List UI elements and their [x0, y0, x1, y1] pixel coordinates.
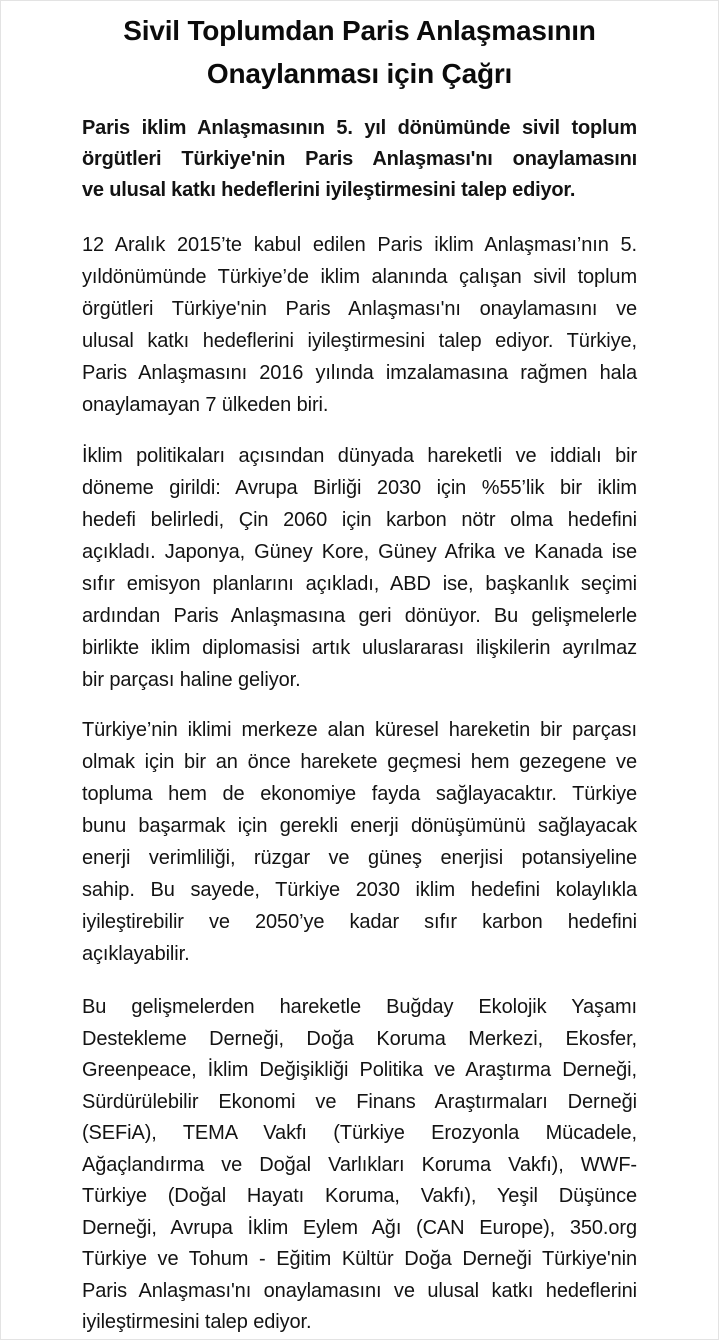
paragraph-line: Türkiye (Doğal Hayatı Koruma, Vakfı), Yeşil Düşünce: [82, 1185, 637, 1207]
paragraph-line: yıldönümünde Türkiye’de iklim alanında çalışan sivil toplum: [82, 266, 637, 288]
paragraph-line: sıfır emisyon planlarını açıkladı, ABD ise, başkanlık seçimi: [82, 573, 637, 595]
paragraph-line: İklim politikaları açısından dünyada hareketli ve iddialı bir: [82, 445, 637, 467]
page-title-line: Sivil Toplumdan Paris Anlaşmasının: [123, 15, 596, 46]
paragraph-line: Paris Anlaşması'nı onaylamasını ve ulusal katkı hedeflerini: [82, 1279, 637, 1302]
paragraph-line: açıkladı. Japonya, Güney Kore, Güney Afrika ve Kanada ise: [82, 541, 637, 563]
paragraph-line: onaylamayan 7 ülkeden biri.: [82, 394, 329, 416]
paragraph-line: bir parçası haline geliyor.: [82, 669, 301, 691]
paragraph-line: Sürdürülebilir Ekonomi ve Finans Araştırmaları Derneği: [82, 1090, 637, 1113]
paragraph-line: Türkiye’nin iklimi merkeze alan küresel hareketin bir parçası: [82, 719, 637, 741]
paragraph-line: sahip. Bu sayede, Türkiye 2030 iklim hedefini kolaylıkla: [82, 879, 637, 901]
paragraph-line: açıklayabilir.: [82, 943, 190, 965]
paragraph-line: Paris iklim Anlaşmasının 5. yıl dönümünde sivil toplum: [82, 117, 637, 139]
body-paragraph-4: [82, 992, 637, 1339]
page-title-line: Onaylanması için Çağrı: [206, 58, 513, 89]
paragraph-line: hedefi belirledi, Çin 2060 için karbon nötr olma hedefini: [82, 509, 637, 531]
paragraph-line: topluma hem de ekonomiye fayda sağlayacaktır. Türkiye: [82, 783, 637, 805]
paragraph-line: 12 Aralık 2015’te kabul edilen Paris iklim Anlaşması’nın 5.: [82, 234, 637, 256]
paragraph-line: Destekleme Derneği, Doğa Koruma Merkezi, Ekosfer,: [82, 1027, 637, 1050]
paragraph-line: Derneği, Avrupa İklim Eylem Ağı (CAN Europe), 350.org: [82, 1216, 637, 1239]
paragraph-line: döneme girildi: Avrupa Birliği 2030 için %55’lik bir iklim: [82, 477, 637, 499]
paragraph-line: (SEFiA), TEMA Vakfı (Türkiye Erozyonla Mücadele,: [82, 1122, 637, 1144]
page-title: [82, 9, 637, 95]
paragraph-line: ardından Paris Anlaşmasına geri dönüyor. Bu gelişmelerle: [82, 605, 637, 627]
body-paragraph-1: [82, 229, 637, 421]
paragraph-line: birlikte iklim diplomasisi artık uluslararası ilişkilerin ayrılmaz: [82, 637, 637, 659]
paragraph-line: Türkiye ve Tohum - Eğitim Kültür Doğa Derneği Türkiye'nin: [82, 1248, 637, 1270]
paragraph-line: bunu başarmak için gerekli enerji dönüşümünü sağlayacak: [82, 815, 637, 837]
paragraph-line: iyileştirmesini talep ediyor.: [82, 1311, 312, 1333]
paragraph-line: Paris Anlaşmasını 2016 yılında imzalamasına rağmen hala: [82, 362, 637, 384]
body-paragraph-3: [82, 714, 637, 970]
paragraph-line: olmak için bir an önce harekete geçmesi hem gezegene ve: [82, 751, 637, 773]
body-paragraph-2: [82, 440, 637, 696]
paragraph-line: ulusal katkı hedeflerini iyileştirmesini talep ediyor. Türkiye,: [82, 330, 637, 352]
paragraph-line: Bu gelişmelerden hareketle Buğday Ekolojik Yaşamı: [82, 996, 637, 1018]
paragraph-line: iyileştirebilir ve 2050’ye kadar sıfır karbon hedefini: [82, 911, 637, 933]
paragraph-line: Ağaçlandırma ve Doğal Varlıkları Koruma Vakfı), WWF-: [82, 1153, 637, 1176]
paragraph-line: enerji verimliliği, rüzgar ve güneş enerjisi potansiyeline: [82, 847, 637, 869]
paragraph-line: ve ulusal katkı hedeflerini iyileştirmesini talep ediyor.: [82, 179, 576, 201]
document-content: [1, 1, 718, 1339]
paragraph-line: Greenpeace, İklim Değişikliği Politika ve Araştırma Derneği,: [82, 1059, 637, 1081]
paragraph-line: örgütleri Türkiye'nin Paris Anlaşması'nı onaylamasını: [82, 148, 637, 170]
paragraph-line: örgütleri Türkiye'nin Paris Anlaşması'nı onaylamasını ve: [82, 298, 637, 320]
lede-paragraph: [82, 113, 637, 206]
